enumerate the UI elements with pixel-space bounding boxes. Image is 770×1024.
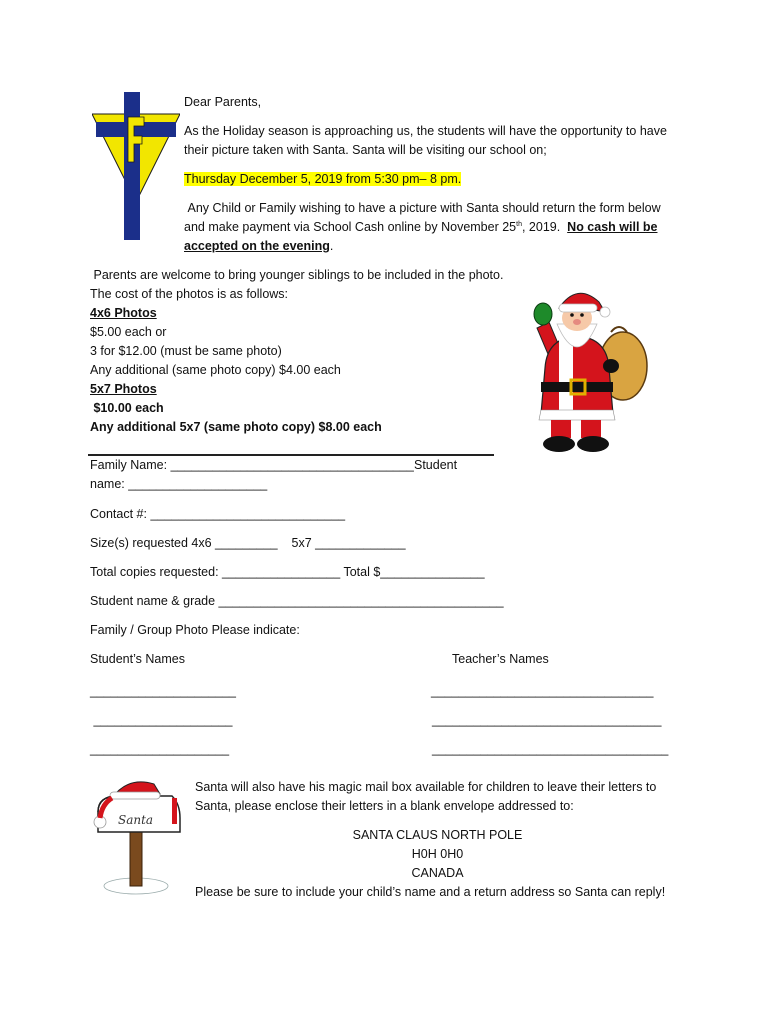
- address-line-3: CANADA: [411, 866, 464, 880]
- no-cash-end: .: [329, 239, 334, 253]
- price-4x6-bundle: 3 for $12.00 (must be same photo): [90, 344, 282, 358]
- event-date: Thursday December 5, 2019 from 5:30 pm– 8 pm.: [184, 172, 462, 186]
- no-cash-notice-a: No cash will be: [567, 220, 658, 234]
- teachers-names-header: Teacher’s Names: [452, 652, 549, 666]
- siblings-note: Parents are welcome to bring younger siblings to be included in the photo.: [93, 268, 504, 282]
- return-text-sup: th: [516, 221, 522, 228]
- return-text-2: , 2019.: [521, 220, 561, 234]
- school-cross-logo: [92, 92, 180, 240]
- no-cash-notice-b: accepted on the evening: [184, 239, 330, 253]
- student-name-field: name: ____________________: [90, 477, 268, 491]
- family-name-field: Family Name: ___________________________________: [90, 458, 414, 472]
- teacher-name-line: _________________________________: [432, 713, 662, 727]
- intro-paragraph: As the Holiday season is approaching us, the students will have the opportunity to have their picture taken with Santa. Santa will be visiting our school on;: [184, 124, 667, 157]
- student-name-line: _____________________: [90, 684, 236, 698]
- student-name-line: ____________________: [90, 713, 233, 727]
- return-form-paragraph: [184, 199, 682, 256]
- price-5x7-each: $10.00 each: [93, 401, 164, 415]
- address-line-2: H0H 0H0: [411, 847, 464, 861]
- pricing-section: [90, 266, 560, 437]
- size-4x6-heading: 4x6 Photos: [90, 306, 157, 320]
- santa-illustration: [515, 288, 650, 458]
- student-name-line: ____________________: [90, 742, 230, 756]
- return-text-1: Any Child or Family wishing to have a picture with Santa should return the form below and make payment via School Cash online by November 25: [184, 201, 661, 234]
- reply-reminder: Please be sure to include your child’s name and a return address so Santa can reply!: [195, 885, 666, 899]
- group-photo-label: Family / Group Photo Please indicate:: [90, 623, 300, 637]
- price-5x7-additional: Any additional 5x7 (same photo copy) $8.00 each: [90, 420, 382, 434]
- cost-intro: The cost of the photos is as follows:: [90, 287, 289, 301]
- mailbox-sign-text: Santa: [118, 813, 154, 827]
- total-field: Total copies requested: _________________ Total $_______________: [90, 565, 485, 579]
- greeting: Dear Parents,: [184, 95, 262, 109]
- price-4x6-additional: Any additional (same photo copy) $4.00 each: [90, 363, 341, 377]
- sizes-field: Size(s) requested 4x6 _________ 5x7 _____________: [90, 536, 406, 550]
- size-5x7-heading: 5x7 Photos: [90, 382, 157, 396]
- teacher-name-line: __________________________________: [432, 742, 669, 756]
- contact-field: Contact #: ____________________________: [90, 507, 346, 521]
- student-label: Student: [414, 458, 458, 472]
- address-line-1: SANTA CLAUS NORTH POLE: [352, 828, 523, 842]
- santa-mailbox-illustration: [88, 778, 184, 896]
- student-grade-field: Student name & grade _________________________________________: [90, 594, 504, 608]
- north-pole-address: [195, 826, 680, 883]
- event-date-line: [184, 170, 694, 189]
- mailbox-paragraph: Santa will also have his magic mail box available for children to leave their letters to Santa, please enclose their letters in a blank envelope addressed to:: [195, 780, 657, 813]
- teacher-name-line: ________________________________: [431, 684, 654, 698]
- students-names-header: Student’s Names: [90, 652, 185, 666]
- price-4x6-each: $5.00 each or: [90, 325, 167, 339]
